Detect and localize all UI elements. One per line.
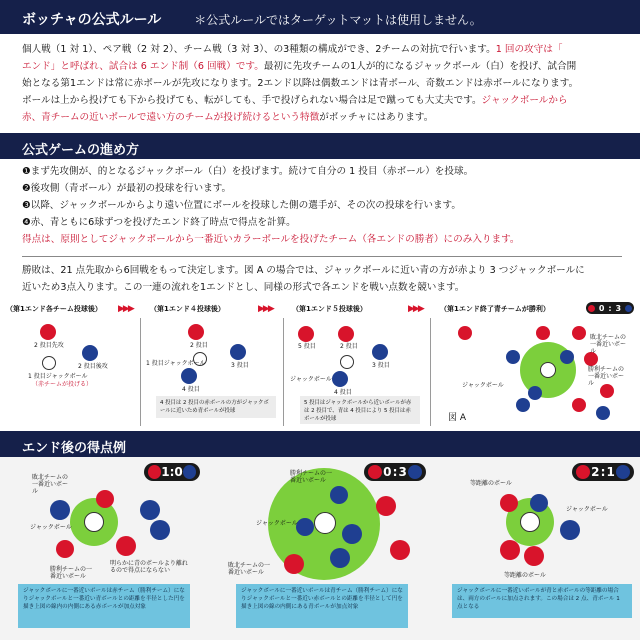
panel-4-title: （第1エンド終了青チームが勝利）	[440, 305, 550, 313]
intro-paragraph	[22, 41, 622, 126]
score-red: 1	[161, 465, 170, 479]
blue-ball	[596, 406, 610, 420]
panel-2-note: 4 投目は 2 投目の赤ボールの方がジャックボールに近いため青ボールが投球	[156, 396, 276, 418]
blue-ball	[296, 518, 314, 536]
score-badge: 0 : 3	[364, 463, 426, 481]
blue-ball	[516, 398, 530, 412]
red-ball	[188, 324, 204, 340]
blue-ball	[140, 500, 160, 520]
c1-jack-label: ジャックボール	[30, 524, 72, 531]
c2-win-label: 勝利チームの一番近いボール	[290, 470, 333, 484]
score-badge: 0 : 3	[586, 302, 634, 314]
win-line-2: 近いため3点入ります。この一連の流れを1エンドとし、同様の形式で各エンドを戦い点数を競います。	[22, 282, 465, 293]
title-bar	[0, 0, 640, 34]
c3-explanation: ジャックボールに一番近いボールが青と赤ボールの等距離の場合は、両方のボールに加点されます。この場合は 2 点、青ボール 1 点となる	[452, 584, 632, 618]
intro-line-4-red: ジャックボールから	[481, 95, 568, 106]
jack-ball	[42, 356, 56, 370]
panel-2-jack-label: 1 投目ジャックボール	[146, 360, 206, 367]
panel-2-blue2-label: 4 投目	[182, 386, 200, 393]
blue-ball	[332, 371, 348, 387]
red-ball	[40, 324, 56, 340]
red-ball	[536, 326, 550, 340]
panel-1-jack-label: 1 投目ジャックボール	[28, 373, 88, 380]
blue-team-icon	[408, 465, 422, 479]
blue-ball	[82, 345, 98, 361]
jack-ball	[314, 512, 336, 534]
step-4: ❹赤、青ともに6球ずつを投げたエンド終了時点で得点を計算。	[22, 217, 296, 228]
red-ball	[572, 398, 586, 412]
panel-1-jack-sub: （赤チームが投げる）	[32, 381, 93, 388]
arrow-icon: ▶▶▶	[258, 304, 273, 314]
score-badge: 1 : 0	[144, 463, 200, 481]
intro-line-2-red: エンド」と呼ばれ、試合は 6 エンド制（6 回戦）です。	[22, 61, 264, 72]
score-red: 0	[383, 465, 392, 479]
jack-ball	[340, 355, 354, 369]
blue-ball	[50, 500, 70, 520]
blue-ball	[528, 386, 542, 400]
intro-line-5: がボッチャにはあります。	[319, 112, 434, 123]
c3-jack-label: ジャックボール	[566, 506, 608, 513]
c2-explanation: ジャックボールに一番近いボールは青チーム（勝利チーム）になりジャックボールと一番近い赤ボールとの距離を半径として円を描き上図の線の内側にある青ボールが加点対象	[236, 584, 408, 628]
panel-divider	[430, 318, 431, 426]
panel-2-red-label: 2 投目	[190, 342, 208, 349]
page-title: ボッチャの公式ルール	[22, 12, 162, 28]
c2-jack-label: ジャックボール	[256, 520, 298, 527]
section-title-game: 公式ゲームの進め方	[22, 143, 140, 158]
steps-list	[22, 163, 622, 248]
scoring-highlight: 得点は、原則としてジャックボールから一番近いカラーボールを投げたチーム（各エンドの勝者）にのみ入ります。	[22, 234, 520, 245]
step-2: ❷後攻側（青ボール）が最初の投球を行います。	[22, 183, 232, 194]
red-ball	[116, 536, 136, 556]
red-ball	[56, 540, 74, 558]
red-ball	[500, 494, 518, 512]
section-bar-scoring	[0, 431, 640, 457]
blue-team-icon	[183, 465, 196, 479]
red-team-icon	[588, 305, 595, 312]
step-3: ❸以降、ジャックボールからより遠い位置にボールを投球した側の選手が、その次の投球を行います。	[22, 200, 461, 211]
score-blue: 3	[615, 303, 622, 313]
intro-line-4: ボールは上から投げても下から投げても、転がしても、手で投げられない場合は足で蹴っても大丈夫です。	[22, 95, 482, 106]
panel-1-red-label: 2 投目先攻	[34, 342, 64, 349]
c3-same2-label: 等距離のボール	[504, 572, 546, 579]
panel-1-blue-label: 2 投目後攻	[78, 363, 108, 370]
blue-ball	[150, 520, 170, 540]
jack-ball	[84, 512, 104, 532]
panel-1-title: （第1エンド各チーム投球後）	[6, 305, 102, 313]
blue-team-icon	[625, 305, 632, 312]
red-ball	[338, 326, 354, 342]
intro-line-5-red: 赤、青チームの近いボールで遠い方のチームが投げ続けるという特徴	[22, 112, 320, 123]
figure-a-label: 図 A	[448, 413, 467, 423]
red-ball	[458, 326, 472, 340]
red-ball	[96, 490, 114, 508]
panel-4-near-label: 敗北チームの一番近いボール	[590, 334, 627, 355]
c1-explanation: ジャックボールに一番近いボールは赤チーム（勝利チーム）になりジャックボールと一番近い青ボールとの距離を半径とした円を描き上図の線内の内側にある赤ボールが加点対象	[18, 584, 190, 628]
panel-2-title: （第1エンド４投球後）	[150, 305, 225, 313]
red-ball	[298, 326, 314, 342]
section-bar-game	[0, 133, 640, 159]
red-team-icon	[576, 465, 590, 479]
c1-lose-label: 敗北チームの一番近いボール	[32, 474, 69, 495]
c1-win-label: 勝利チームの一番近いボール	[50, 566, 93, 580]
blue-ball	[530, 494, 548, 512]
red-team-icon	[368, 465, 382, 479]
red-ball	[500, 540, 520, 560]
panel-divider	[140, 318, 141, 426]
blue-team-icon	[616, 465, 630, 479]
blue-ball	[560, 520, 580, 540]
blue-ball	[330, 486, 348, 504]
panel-3-blue2-label: 4 投目	[334, 389, 352, 396]
panel-4-win-label: 勝利チームの一番近いボール	[588, 366, 625, 387]
blue-ball	[230, 344, 246, 360]
panel-3-red2-label: 2 投目	[340, 343, 358, 350]
panel-2-blue-label: 3 投目	[231, 362, 249, 369]
header-note: ＊公式ルールではターゲットマットは使用しません。	[194, 13, 482, 27]
red-team-icon	[148, 465, 161, 479]
c1-note-label: 明らかに青のボールより離れるので得点にならない	[110, 560, 188, 574]
blue-ball	[181, 368, 197, 384]
panel-4-jack-label: ジャックボール	[462, 382, 504, 389]
section-title-scoring: エンド後の得点例	[22, 441, 127, 456]
arrow-icon: ▶▶▶	[118, 304, 133, 314]
panel-divider	[283, 318, 284, 426]
intro-line-1: 個人戦（1 対 1）、ペア戦（2 対 2）、チーム戦（3 対 3）、の3種類の構成ができ、2チームの対抗で行います。	[22, 44, 496, 55]
red-ball	[390, 540, 410, 560]
red-ball	[376, 496, 396, 516]
blue-ball	[330, 548, 350, 568]
blue-ball	[560, 350, 574, 364]
panel-3-note: 5 投目はジャックボールから近いボールが赤は 2 投目で、青は 4 投目により 5 投目は赤ボールが投球	[300, 396, 420, 424]
panel-3-red-label: 5 投目	[298, 343, 316, 350]
red-ball	[572, 326, 586, 340]
score-blue: 1	[606, 465, 615, 479]
win-paragraph	[22, 262, 622, 296]
panel-3-title: （第1エンド５投球後）	[292, 305, 367, 313]
arrow-icon: ▶▶▶	[408, 304, 423, 314]
jack-ball	[520, 512, 540, 532]
intro-line-3: 始となる第1エンドは常に赤ボールが先攻になります。2エンド以降は偶数エンドは青ボール、奇数エンドは赤ボールになります。	[22, 78, 579, 89]
score-badge: 2 : 1	[572, 463, 634, 481]
c3-same1-label: 等距離のボール	[470, 480, 512, 487]
blue-ball	[372, 344, 388, 360]
red-ball	[284, 554, 304, 574]
jack-ball	[540, 362, 556, 378]
score-blue: 3	[398, 465, 407, 479]
panel-3-jack-label: ジャックボール	[290, 376, 332, 383]
win-line-1: 勝敗は、21 点先取から6回戦をもって決定します。図 A の場合では、ジャックボールに近い青の方が赤より 3 つジャックボールに	[22, 265, 585, 276]
score-red: 2	[591, 465, 600, 479]
step-1: ❶まず先攻側が、的となるジャックボール（白）を投げます。続けて自分の 1 投目（赤ボール）を投球。	[22, 166, 474, 177]
score-blue: 0	[174, 465, 183, 479]
intro-line-2: 最初に先攻チームの1人が的になるジャックボール（白）を投げ、試合開	[263, 61, 577, 72]
divider	[22, 256, 622, 257]
blue-ball	[342, 524, 362, 544]
intro-line-1-red: 1 回の攻守は「	[495, 44, 563, 55]
red-ball	[524, 546, 544, 566]
panel-3-blue-label: 3 投目	[372, 362, 390, 369]
c2-lose-label: 敗北チームの一番近いボール	[228, 562, 271, 576]
blue-ball	[506, 350, 520, 364]
score-red: 0	[598, 303, 605, 313]
